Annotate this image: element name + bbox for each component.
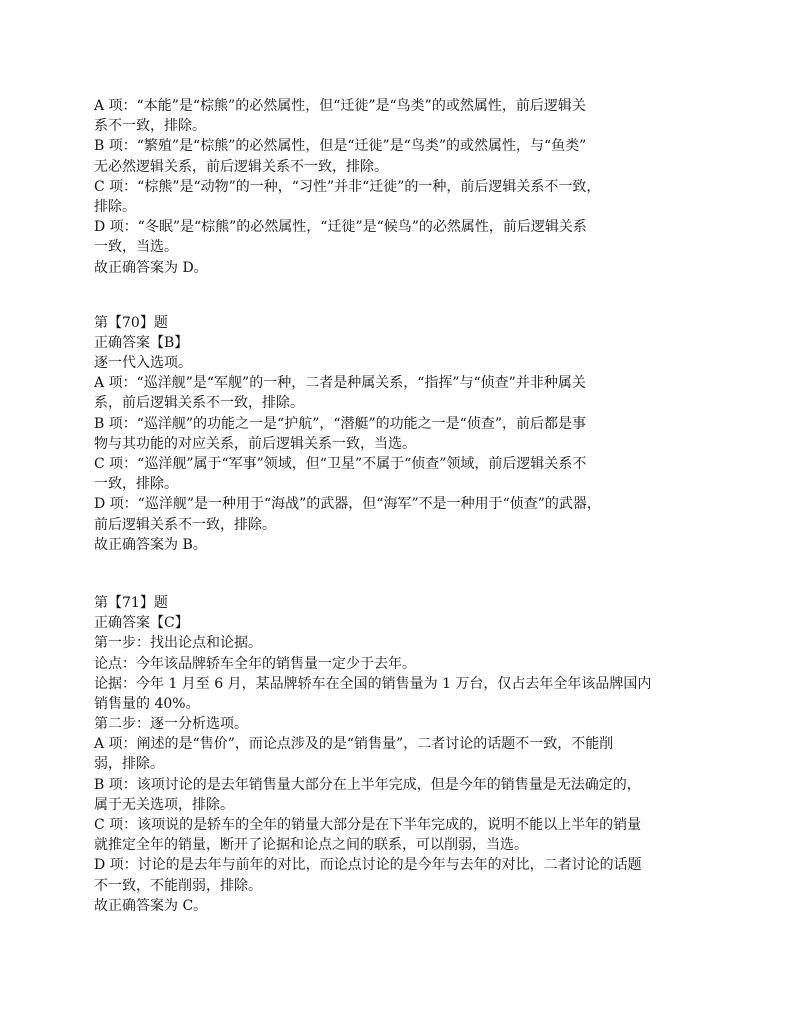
text-line: A 项：“本能”是“棕熊”的必然属性，但“迁徙”是“鸟类”的或然属性，前后逻辑关 bbox=[94, 98, 586, 114]
text-line: 排除。 bbox=[94, 198, 136, 215]
text-line: 就推定全年的销量，断开了论据和论点之间的联系，可以削弱，当选。 bbox=[94, 837, 528, 854]
text-line: 第二步：逐一分析选项。 bbox=[94, 716, 248, 733]
text-line: 第一步：找出论点和论据。 bbox=[94, 635, 262, 652]
text-line: 无必然逻辑关系，前后逻辑关系不一致，排除。 bbox=[94, 158, 388, 175]
text-line: C 项：“巡洋舰”属于“军事”领域，但“卫星”不属于“侦查”领域，前后逻辑关系不 bbox=[94, 456, 587, 472]
text-line: D 项：“巡洋舰”是一种用于“海战”的武器，但“海军”不是一种用于“侦查”的武器， bbox=[94, 496, 601, 513]
text-line: 销售量的 40%。 bbox=[94, 695, 200, 712]
text-line: 属于无关选项，排除。 bbox=[94, 796, 234, 813]
answer-conclusion: 故正确答案为 C。 bbox=[94, 897, 208, 914]
answer-section-69 bbox=[94, 96, 714, 278]
text-line: 一致，当选。 bbox=[94, 239, 178, 256]
correct-answer: 正确答案【B】 bbox=[94, 334, 189, 351]
text-line: 不一致，不能削弱，排除。 bbox=[94, 877, 262, 894]
text-line: 物与其功能的对应关系，前后逻辑关系一致，当选。 bbox=[94, 435, 416, 452]
text-line: 论点：今年该品牌轿车全年的销售量一定少于去年。 bbox=[94, 655, 416, 672]
document-page bbox=[94, 96, 714, 916]
question-number: 第【71】题 bbox=[94, 594, 168, 611]
question-number: 第【70】题 bbox=[94, 314, 168, 331]
text-line: 弱，排除。 bbox=[94, 756, 164, 773]
correct-answer: 正确答案【C】 bbox=[94, 615, 189, 632]
section-spacer bbox=[94, 555, 714, 593]
text-line: C 项：该项说的是轿车的全年的销量大部分是在下半年完成的，说明不能以上半年的销量 bbox=[94, 817, 642, 833]
text-line: 逐一代入选项。 bbox=[94, 355, 192, 372]
text-line: D 项：“冬眠”是“棕熊”的必然属性，“迁徙”是“候鸟”的必然属性，前后逻辑关系 bbox=[94, 219, 587, 236]
text-line: B 项：该项讨论的是去年销售量大部分在上半年完成，但是今年的销售量是无法确定的， bbox=[94, 776, 641, 793]
text-line: 前后逻辑关系不一致，排除。 bbox=[94, 516, 276, 533]
text-line: A 项：阐述的是“售价”，而论点涉及的是“销售量”，二者讨论的话题不一致，不能削 bbox=[94, 736, 614, 753]
text-line: B 项：“繁殖”是“棕熊”的必然属性，但是“迁徙”是“鸟类”的或然属性，与“鱼类” bbox=[94, 138, 587, 155]
text-line: D 项：讨论的是去年与前年的对比，而论点讨论的是今年与去年的对比，二者讨论的话题 bbox=[94, 857, 642, 874]
text-line: 论据：今年 1 月至 6 月，某品牌轿车在全国的销售量为 1 万台，仅占去年全年该品牌国内 bbox=[94, 675, 652, 692]
text-line: 系不一致，排除。 bbox=[94, 118, 206, 135]
text-line: B 项：“巡洋舰”的功能之一是“护航”，“潜艇”的功能之一是“侦查”，前后都是事 bbox=[94, 415, 586, 432]
answer-section-70 bbox=[94, 313, 714, 555]
answer-conclusion: 故正确答案为 B。 bbox=[94, 536, 207, 553]
answer-conclusion: 故正确答案为 D。 bbox=[94, 259, 208, 276]
text-line: 系，前后逻辑关系不一致，排除。 bbox=[94, 395, 304, 412]
text-line: A 项：“巡洋舰”是“军舰”的一种，二者是种属关系，“指挥”与“侦查”并非种属关 bbox=[94, 375, 586, 392]
text-line: C 项：“棕熊”是“动物”的一种，“习性”并非“迁徙”的一种，前后逻辑关系不一致， bbox=[94, 178, 601, 195]
section-spacer bbox=[94, 278, 714, 313]
text-line: 一致，排除。 bbox=[94, 476, 178, 493]
answer-section-71 bbox=[94, 593, 714, 916]
